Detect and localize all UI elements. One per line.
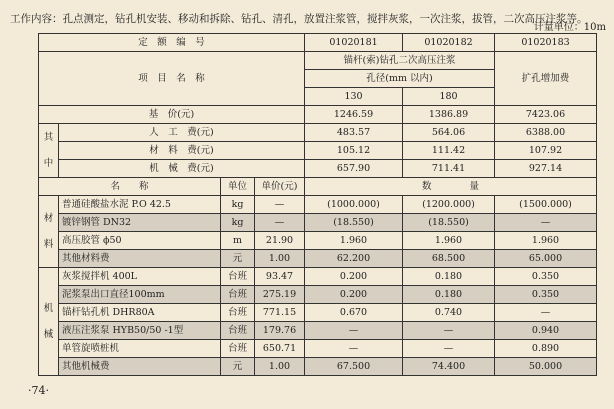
of-which-label: 其中 (39, 124, 59, 178)
page-number: ·74· (28, 384, 49, 397)
machine-name: 液压注浆泵 HYB50/50 -1型 (59, 322, 221, 340)
material-cost-2: 111.42 (403, 142, 495, 160)
material-qty-2: 1.960 (403, 232, 495, 250)
material-price: 1.00 (255, 250, 305, 268)
material-name: 其他材料费 (59, 250, 221, 268)
material-qty-1: 1.960 (305, 232, 403, 250)
machine-name: 泥浆泵出口直径100mm (59, 286, 221, 304)
machine-name: 单管旋喷桩机 (59, 340, 221, 358)
machine-qty-2: 0.180 (403, 268, 495, 286)
quota-code-label: 定 额 编 号 (39, 34, 305, 52)
machine-qty-1: 0.200 (305, 286, 403, 304)
machine-row (39, 358, 597, 376)
page-header (10, 3, 606, 33)
base-price-3: 7423.06 (495, 106, 597, 124)
labor-cost-1: 483.57 (305, 124, 403, 142)
machine-price: 93.47 (255, 268, 305, 286)
code-1: 01020181 (305, 34, 403, 52)
diameter-2: 180 (403, 88, 495, 106)
material-name: 高压胶管 ϕ50 (59, 232, 221, 250)
material-unit: kg (221, 196, 255, 214)
resource-qty-header: 数 量 (305, 178, 597, 196)
resource-name-header: 名 称 (39, 178, 221, 196)
material-row (39, 214, 597, 232)
machine-qty-1: 67.500 (305, 358, 403, 376)
hole-diameter-label: 孔径(mm 以内) (305, 70, 495, 88)
machine-price: 650.71 (255, 340, 305, 358)
machine-qty-2: — (403, 322, 495, 340)
material-qty-3: (1500.000) (495, 196, 597, 214)
diameter-1: 130 (305, 88, 403, 106)
labor-cost-2: 564.06 (403, 124, 495, 142)
machine-name: 其他机械费 (59, 358, 221, 376)
item-group-row (39, 52, 597, 70)
machine-unit: 台班 (221, 340, 255, 358)
machine-qty-3: — (495, 304, 597, 322)
material-qty-3: 65.000 (495, 250, 597, 268)
machine-qty-3: 50.000 (495, 358, 597, 376)
machine-cost-2: 711.41 (403, 160, 495, 178)
machine-qty-2: 0.180 (403, 286, 495, 304)
machine-name: 锚杆钻孔机 DHR80A (59, 304, 221, 322)
machine-qty-3: 0.350 (495, 286, 597, 304)
material-qty-1: 62.200 (305, 250, 403, 268)
quota-code-row (39, 34, 597, 52)
material-unit: 元 (221, 250, 255, 268)
material-cost-1: 105.12 (305, 142, 403, 160)
work-content-text: 工作内容：孔点测定，钻孔机安装、移动和拆除、钻孔、清孔，放置注浆管，搅拌灰浆，一次注浆，拔管，二次高压注浆等。 (10, 13, 588, 25)
machine-price: 1.00 (255, 358, 305, 376)
machine-row (39, 322, 597, 340)
base-price-row (39, 106, 597, 124)
material-unit: kg (221, 214, 255, 232)
material-unit: m (221, 232, 255, 250)
machine-qty-1: — (305, 340, 403, 358)
machine-qty-3: 0.940 (495, 322, 597, 340)
material-price: 21.90 (255, 232, 305, 250)
machine-unit: 台班 (221, 304, 255, 322)
machine-unit: 台班 (221, 322, 255, 340)
resource-unit-header: 单位 (221, 178, 255, 196)
machine-qty-1: 0.670 (305, 304, 403, 322)
material-qty-1: (18.550) (305, 214, 403, 232)
machine-qty-2: 74.400 (403, 358, 495, 376)
machine-price: 275.19 (255, 286, 305, 304)
unit-label: 计量单位：10m (533, 22, 606, 33)
machine-cost-3: 927.14 (495, 160, 597, 178)
resource-header-row (39, 178, 597, 196)
machine-unit: 台班 (221, 286, 255, 304)
machine-cost-1: 657.90 (305, 160, 403, 178)
material-cost-label: 材 料 费(元) (59, 142, 305, 160)
material-row (39, 250, 597, 268)
machine-qty-3: 0.890 (495, 340, 597, 358)
material-qty-1: (1000.000) (305, 196, 403, 214)
labor-cost-3: 6388.00 (495, 124, 597, 142)
item-name-label: 项 目 名 称 (39, 52, 305, 106)
machine-unit: 元 (221, 358, 255, 376)
labor-cost-label: 人 工 费(元) (59, 124, 305, 142)
resource-price-header: 单价(元) (255, 178, 305, 196)
materials-group-label: 材料 (39, 196, 59, 268)
base-price-1: 1246.59 (305, 106, 403, 124)
code-3: 01020183 (495, 34, 597, 52)
machine-row (39, 268, 597, 286)
cost-row (39, 142, 597, 160)
material-qty-3: — (495, 214, 597, 232)
material-qty-3: 1.960 (495, 232, 597, 250)
material-cost-3: 107.92 (495, 142, 597, 160)
material-qty-2: 68.500 (403, 250, 495, 268)
machine-qty-2: — (403, 340, 495, 358)
extra-cost-label: 扩孔增加费 (495, 52, 597, 106)
material-qty-2: (1200.000) (403, 196, 495, 214)
item-group-label: 锚杆(索)钻孔二次高压注浆 (305, 52, 495, 70)
material-name: 镀锌钢管 DN32 (59, 214, 221, 232)
machine-name: 灰浆搅拌机 400L (59, 268, 221, 286)
material-price: — (255, 196, 305, 214)
machine-qty-1: — (305, 322, 403, 340)
base-price-label: 基 价(元) (39, 106, 305, 124)
material-price: — (255, 214, 305, 232)
machine-price: 771.15 (255, 304, 305, 322)
machine-row (39, 304, 597, 322)
machine-qty-1: 0.200 (305, 268, 403, 286)
machine-price: 179.76 (255, 322, 305, 340)
code-2: 01020182 (403, 34, 495, 52)
quota-table (38, 33, 597, 376)
material-name: 普通硅酸盐水泥 P.O 42.5 (59, 196, 221, 214)
machine-unit: 台班 (221, 268, 255, 286)
machine-qty-3: 0.350 (495, 268, 597, 286)
base-price-2: 1386.89 (403, 106, 495, 124)
machine-qty-2: 0.740 (403, 304, 495, 322)
machine-row (39, 340, 597, 358)
material-row (39, 232, 597, 250)
cost-row (39, 160, 597, 178)
material-row (39, 196, 597, 214)
machine-cost-label: 机 械 费(元) (59, 160, 305, 178)
cost-row (39, 124, 597, 142)
machines-group-label: 机械 (39, 268, 59, 376)
machine-row (39, 286, 597, 304)
material-qty-2: (18.550) (403, 214, 495, 232)
